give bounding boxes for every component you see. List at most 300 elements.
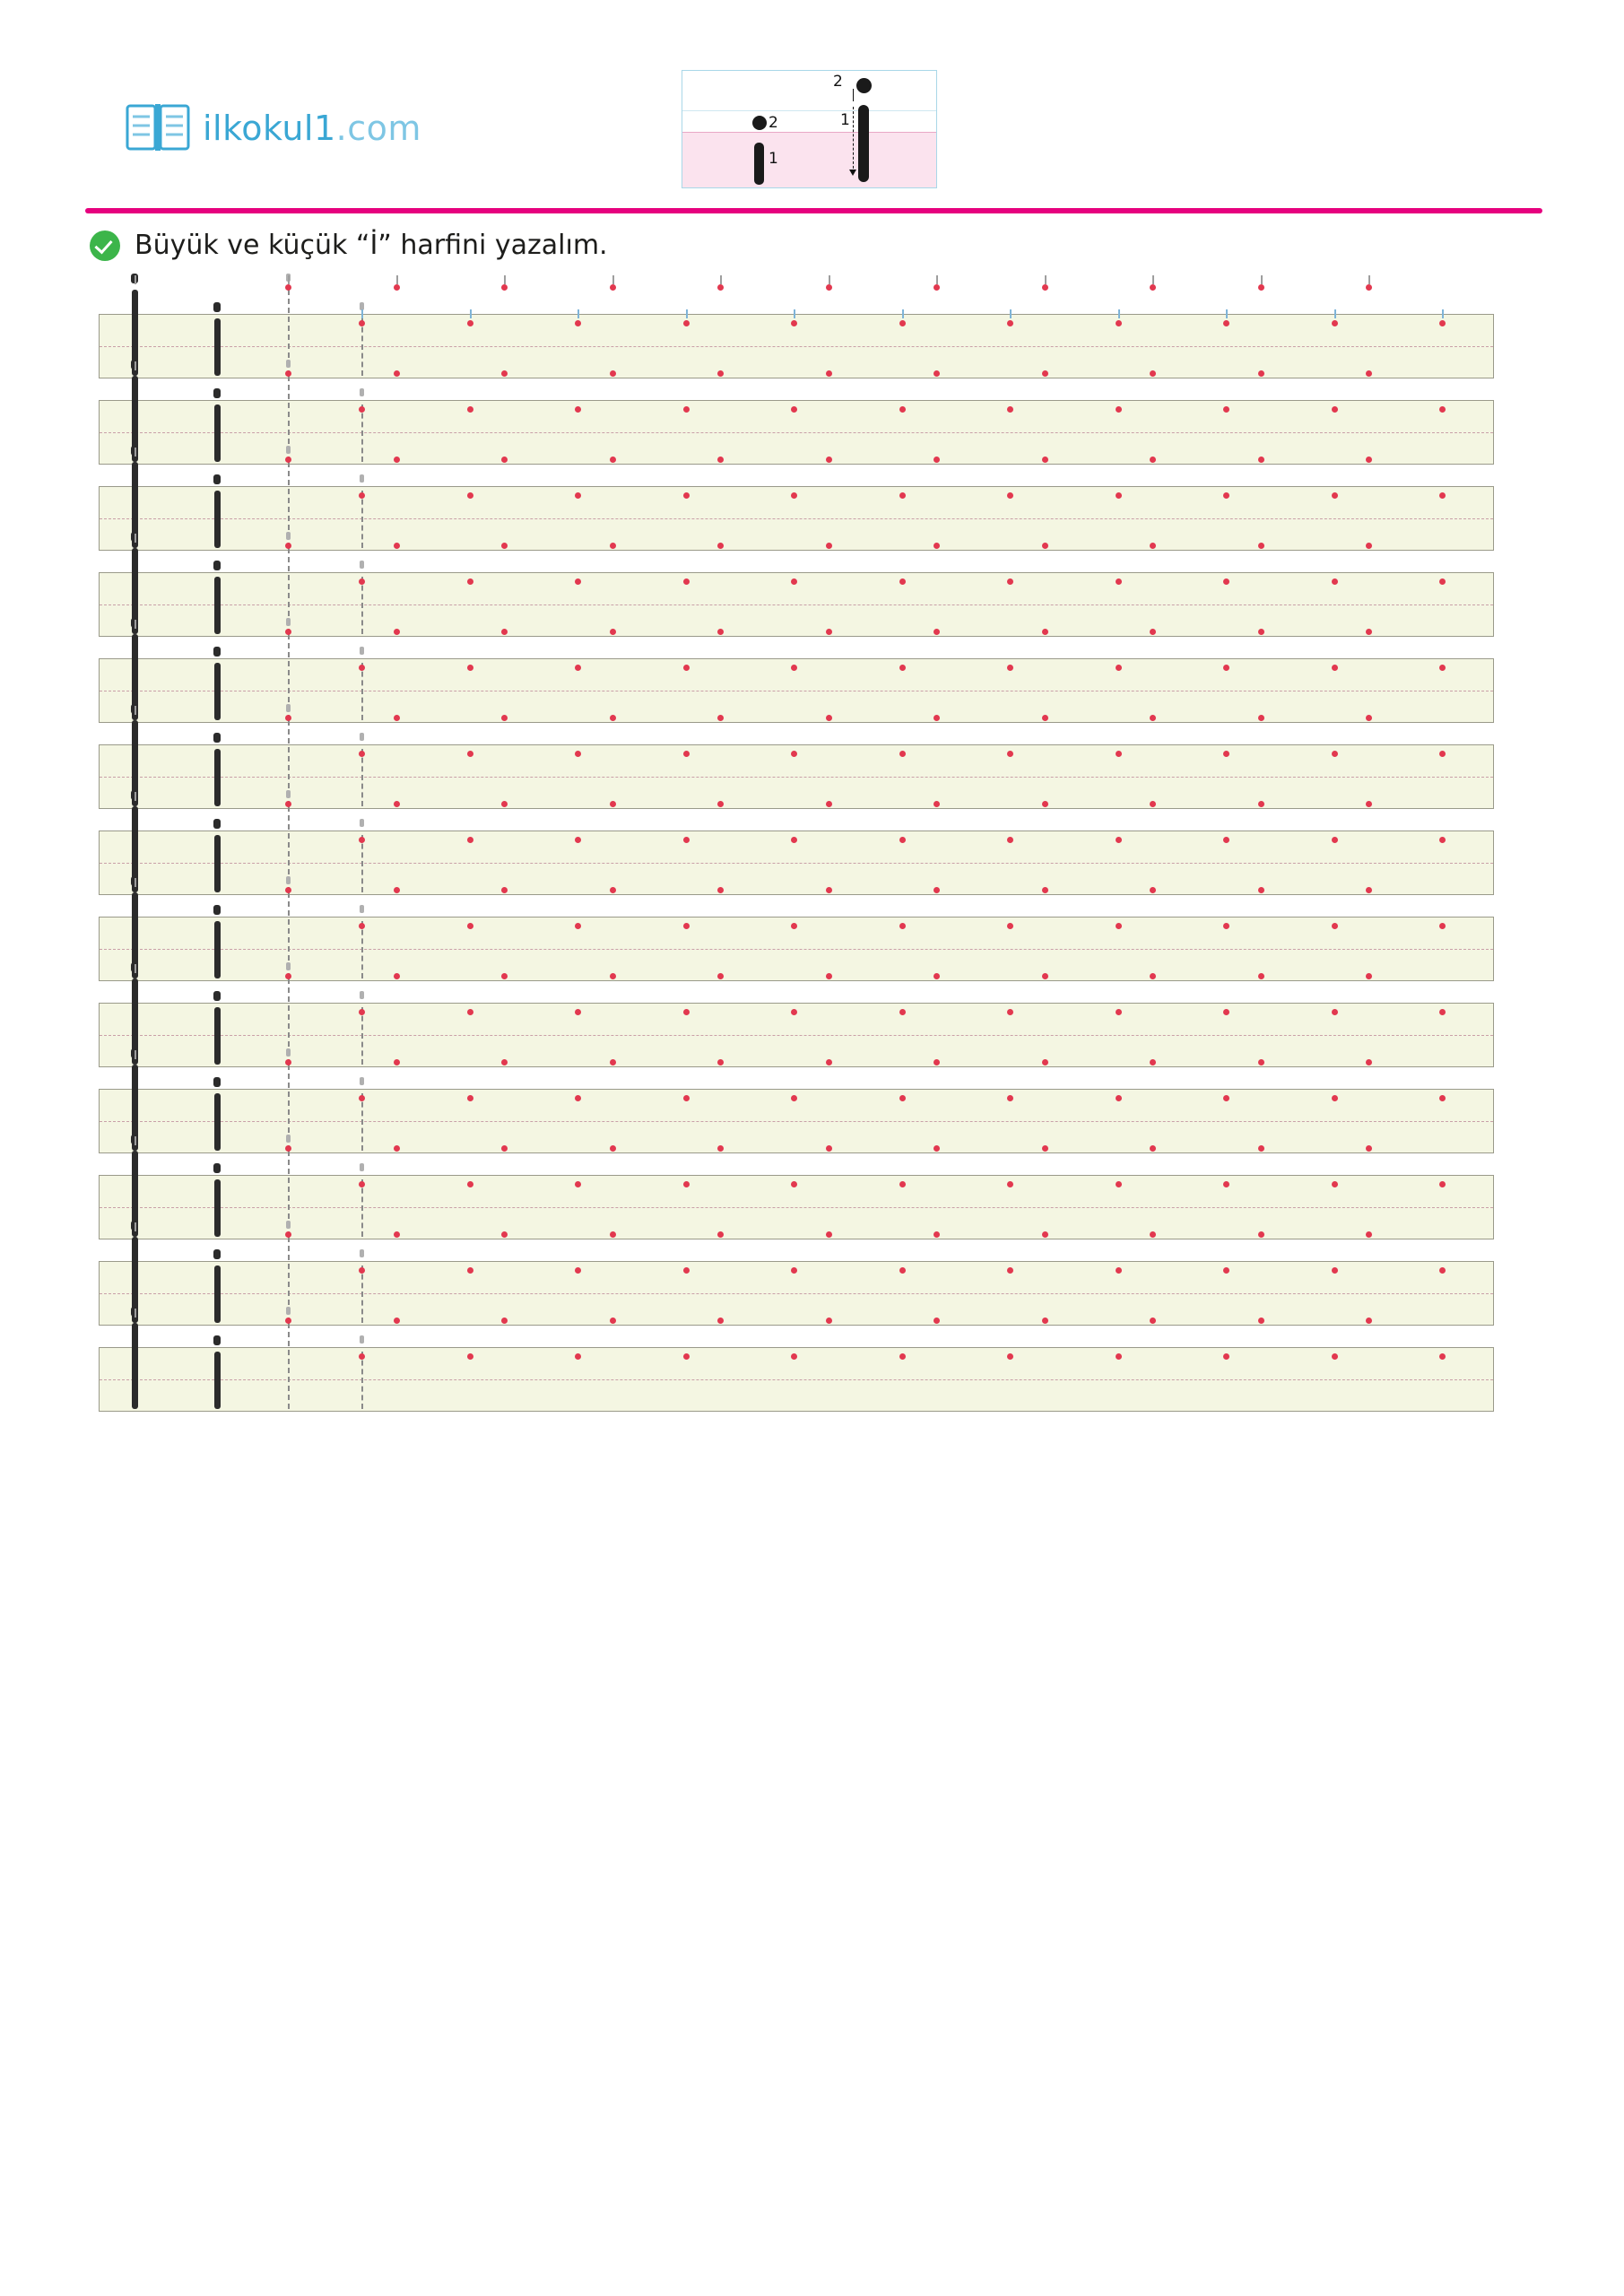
capital-start-dot[interactable] bbox=[1366, 1059, 1372, 1065]
small-start-dot[interactable] bbox=[575, 837, 581, 843]
small-start-dot[interactable] bbox=[1116, 1267, 1122, 1274]
capital-start-dot[interactable] bbox=[934, 801, 940, 807]
capital-start-dot[interactable] bbox=[1258, 973, 1264, 979]
capital-start-dot[interactable] bbox=[610, 284, 616, 291]
small-start-dot[interactable] bbox=[683, 1095, 690, 1101]
capital-start-dot[interactable] bbox=[1042, 973, 1048, 979]
capital-start-dot[interactable] bbox=[1042, 284, 1048, 291]
traced-small-letter[interactable] bbox=[361, 491, 363, 548]
capital-start-dot[interactable] bbox=[394, 1318, 400, 1324]
small-start-dot[interactable] bbox=[1223, 492, 1229, 499]
small-start-dot[interactable] bbox=[467, 320, 473, 326]
capital-start-dot[interactable] bbox=[826, 1145, 832, 1152]
small-start-dot[interactable] bbox=[1439, 837, 1446, 843]
capital-start-dot[interactable] bbox=[717, 457, 724, 463]
small-start-dot[interactable] bbox=[1332, 1181, 1338, 1187]
small-start-dot[interactable] bbox=[899, 1353, 906, 1360]
small-start-dot[interactable] bbox=[1439, 665, 1446, 671]
capital-start-dot[interactable] bbox=[826, 715, 832, 721]
small-start-dot[interactable] bbox=[1223, 923, 1229, 929]
capital-start-dot[interactable] bbox=[285, 1231, 291, 1238]
small-start-dot[interactable] bbox=[791, 665, 797, 671]
small-start-dot[interactable] bbox=[791, 1353, 797, 1360]
capital-start-dot[interactable] bbox=[285, 1059, 291, 1065]
capital-start-dot[interactable] bbox=[394, 1059, 400, 1065]
small-start-dot[interactable] bbox=[683, 1181, 690, 1187]
capital-start-dot[interactable] bbox=[826, 1059, 832, 1065]
capital-start-dot[interactable] bbox=[934, 1145, 940, 1152]
writing-row[interactable] bbox=[99, 658, 1494, 723]
small-start-dot[interactable] bbox=[467, 665, 473, 671]
writing-row[interactable] bbox=[99, 572, 1494, 637]
capital-start-dot[interactable] bbox=[1258, 1059, 1264, 1065]
small-start-dot[interactable] bbox=[467, 837, 473, 843]
capital-start-dot[interactable] bbox=[1150, 715, 1156, 721]
small-start-dot[interactable] bbox=[575, 923, 581, 929]
capital-start-dot[interactable] bbox=[1258, 629, 1264, 635]
small-start-dot[interactable] bbox=[1116, 1095, 1122, 1101]
small-start-dot[interactable] bbox=[467, 1009, 473, 1015]
small-start-dot[interactable] bbox=[683, 751, 690, 757]
capital-start-dot[interactable] bbox=[1366, 457, 1372, 463]
capital-start-dot[interactable] bbox=[285, 543, 291, 549]
small-start-dot[interactable] bbox=[359, 406, 365, 413]
small-start-dot[interactable] bbox=[575, 1009, 581, 1015]
capital-start-dot[interactable] bbox=[285, 1145, 291, 1152]
capital-start-dot[interactable] bbox=[610, 543, 616, 549]
capital-start-dot[interactable] bbox=[1042, 1318, 1048, 1324]
small-start-dot[interactable] bbox=[791, 492, 797, 499]
capital-start-dot[interactable] bbox=[1258, 887, 1264, 893]
small-start-dot[interactable] bbox=[359, 665, 365, 671]
capital-start-dot[interactable] bbox=[826, 370, 832, 377]
capital-start-dot[interactable] bbox=[1366, 715, 1372, 721]
small-start-dot[interactable] bbox=[791, 1009, 797, 1015]
capital-start-dot[interactable] bbox=[1258, 457, 1264, 463]
small-start-dot[interactable] bbox=[575, 1267, 581, 1274]
small-start-dot[interactable] bbox=[1007, 923, 1013, 929]
small-start-dot[interactable] bbox=[467, 1267, 473, 1274]
capital-start-dot[interactable] bbox=[1258, 801, 1264, 807]
traced-small-letter[interactable] bbox=[361, 318, 363, 376]
small-start-dot[interactable] bbox=[899, 1095, 906, 1101]
writing-row[interactable] bbox=[99, 314, 1494, 378]
small-start-dot[interactable] bbox=[683, 492, 690, 499]
small-start-dot[interactable] bbox=[1007, 665, 1013, 671]
small-start-dot[interactable] bbox=[359, 1095, 365, 1101]
capital-start-dot[interactable] bbox=[1150, 1231, 1156, 1238]
small-start-dot[interactable] bbox=[1116, 1009, 1122, 1015]
small-start-dot[interactable] bbox=[683, 1009, 690, 1015]
capital-start-dot[interactable] bbox=[501, 284, 508, 291]
traced-small-letter[interactable] bbox=[361, 835, 363, 892]
small-start-dot[interactable] bbox=[467, 1353, 473, 1360]
small-start-dot[interactable] bbox=[1007, 1095, 1013, 1101]
small-start-dot[interactable] bbox=[1116, 923, 1122, 929]
small-start-dot[interactable] bbox=[1439, 578, 1446, 585]
capital-start-dot[interactable] bbox=[934, 1231, 940, 1238]
writing-row[interactable] bbox=[99, 744, 1494, 809]
small-start-dot[interactable] bbox=[683, 320, 690, 326]
capital-start-dot[interactable] bbox=[610, 973, 616, 979]
capital-start-dot[interactable] bbox=[394, 629, 400, 635]
small-start-dot[interactable] bbox=[1332, 1267, 1338, 1274]
capital-start-dot[interactable] bbox=[285, 629, 291, 635]
capital-start-dot[interactable] bbox=[934, 887, 940, 893]
capital-start-dot[interactable] bbox=[394, 973, 400, 979]
small-start-dot[interactable] bbox=[791, 1267, 797, 1274]
capital-start-dot[interactable] bbox=[934, 543, 940, 549]
small-start-dot[interactable] bbox=[1332, 923, 1338, 929]
capital-start-dot[interactable] bbox=[1150, 284, 1156, 291]
capital-start-dot[interactable] bbox=[934, 715, 940, 721]
capital-start-dot[interactable] bbox=[1258, 1145, 1264, 1152]
small-start-dot[interactable] bbox=[1439, 1353, 1446, 1360]
capital-start-dot[interactable] bbox=[1258, 1318, 1264, 1324]
small-start-dot[interactable] bbox=[899, 1181, 906, 1187]
traced-capital-letter[interactable] bbox=[288, 1323, 290, 1409]
small-start-dot[interactable] bbox=[359, 923, 365, 929]
capital-start-dot[interactable] bbox=[934, 1318, 940, 1324]
capital-start-dot[interactable] bbox=[610, 887, 616, 893]
small-start-dot[interactable] bbox=[1007, 492, 1013, 499]
capital-start-dot[interactable] bbox=[826, 284, 832, 291]
small-start-dot[interactable] bbox=[683, 923, 690, 929]
small-start-dot[interactable] bbox=[899, 578, 906, 585]
small-start-dot[interactable] bbox=[1007, 837, 1013, 843]
writing-row[interactable] bbox=[99, 1347, 1494, 1412]
capital-start-dot[interactable] bbox=[1042, 370, 1048, 377]
small-start-dot[interactable] bbox=[1439, 320, 1446, 326]
capital-start-dot[interactable] bbox=[826, 801, 832, 807]
capital-start-dot[interactable] bbox=[610, 1318, 616, 1324]
traced-small-letter[interactable] bbox=[361, 1179, 363, 1237]
small-start-dot[interactable] bbox=[683, 837, 690, 843]
small-start-dot[interactable] bbox=[1223, 320, 1229, 326]
small-start-dot[interactable] bbox=[467, 923, 473, 929]
capital-start-dot[interactable] bbox=[1258, 370, 1264, 377]
small-start-dot[interactable] bbox=[899, 923, 906, 929]
small-start-dot[interactable] bbox=[1116, 665, 1122, 671]
capital-start-dot[interactable] bbox=[717, 1145, 724, 1152]
traced-small-letter[interactable] bbox=[361, 749, 363, 806]
small-start-dot[interactable] bbox=[1439, 751, 1446, 757]
small-start-dot[interactable] bbox=[1007, 1181, 1013, 1187]
capital-start-dot[interactable] bbox=[1042, 715, 1048, 721]
small-start-dot[interactable] bbox=[1007, 406, 1013, 413]
capital-start-dot[interactable] bbox=[501, 1231, 508, 1238]
small-start-dot[interactable] bbox=[1116, 406, 1122, 413]
traced-small-letter[interactable] bbox=[361, 577, 363, 634]
small-start-dot[interactable] bbox=[1439, 1095, 1446, 1101]
small-start-dot[interactable] bbox=[791, 1181, 797, 1187]
small-start-dot[interactable] bbox=[683, 1353, 690, 1360]
small-start-dot[interactable] bbox=[1223, 751, 1229, 757]
small-start-dot[interactable] bbox=[1439, 492, 1446, 499]
small-start-dot[interactable] bbox=[1116, 1181, 1122, 1187]
capital-start-dot[interactable] bbox=[1042, 1145, 1048, 1152]
capital-start-dot[interactable] bbox=[1366, 887, 1372, 893]
capital-start-dot[interactable] bbox=[717, 1059, 724, 1065]
small-start-dot[interactable] bbox=[1332, 492, 1338, 499]
small-start-dot[interactable] bbox=[1223, 1181, 1229, 1187]
small-start-dot[interactable] bbox=[1439, 1267, 1446, 1274]
capital-start-dot[interactable] bbox=[717, 543, 724, 549]
capital-start-dot[interactable] bbox=[1150, 629, 1156, 635]
capital-start-dot[interactable] bbox=[1150, 887, 1156, 893]
small-start-dot[interactable] bbox=[1332, 665, 1338, 671]
capital-start-dot[interactable] bbox=[717, 629, 724, 635]
capital-start-dot[interactable] bbox=[1150, 370, 1156, 377]
capital-start-dot[interactable] bbox=[1150, 801, 1156, 807]
capital-start-dot[interactable] bbox=[1366, 1318, 1372, 1324]
small-start-dot[interactable] bbox=[1223, 406, 1229, 413]
capital-start-dot[interactable] bbox=[826, 543, 832, 549]
capital-start-dot[interactable] bbox=[1258, 543, 1264, 549]
small-start-dot[interactable] bbox=[899, 320, 906, 326]
small-start-dot[interactable] bbox=[791, 406, 797, 413]
small-start-dot[interactable] bbox=[359, 751, 365, 757]
capital-start-dot[interactable] bbox=[1258, 1231, 1264, 1238]
capital-start-dot[interactable] bbox=[394, 887, 400, 893]
small-start-dot[interactable] bbox=[1007, 1267, 1013, 1274]
capital-start-dot[interactable] bbox=[934, 629, 940, 635]
small-start-dot[interactable] bbox=[467, 406, 473, 413]
capital-start-dot[interactable] bbox=[501, 370, 508, 377]
small-start-dot[interactable] bbox=[359, 492, 365, 499]
small-start-dot[interactable] bbox=[1223, 665, 1229, 671]
small-start-dot[interactable] bbox=[467, 492, 473, 499]
capital-start-dot[interactable] bbox=[934, 457, 940, 463]
capital-start-dot[interactable] bbox=[1042, 887, 1048, 893]
small-start-dot[interactable] bbox=[467, 1095, 473, 1101]
capital-start-dot[interactable] bbox=[1366, 801, 1372, 807]
capital-start-dot[interactable] bbox=[1150, 1059, 1156, 1065]
writing-row[interactable] bbox=[99, 1003, 1494, 1067]
small-start-dot[interactable] bbox=[899, 837, 906, 843]
small-start-dot[interactable] bbox=[1116, 751, 1122, 757]
small-start-dot[interactable] bbox=[683, 1267, 690, 1274]
capital-start-dot[interactable] bbox=[1150, 1145, 1156, 1152]
small-start-dot[interactable] bbox=[359, 1353, 365, 1360]
small-start-dot[interactable] bbox=[899, 751, 906, 757]
small-start-dot[interactable] bbox=[683, 578, 690, 585]
capital-start-dot[interactable] bbox=[610, 629, 616, 635]
capital-start-dot[interactable] bbox=[717, 370, 724, 377]
capital-start-dot[interactable] bbox=[285, 973, 291, 979]
traced-small-letter[interactable] bbox=[361, 1265, 363, 1323]
capital-start-dot[interactable] bbox=[934, 973, 940, 979]
capital-start-dot[interactable] bbox=[1366, 1145, 1372, 1152]
small-start-dot[interactable] bbox=[575, 1181, 581, 1187]
small-start-dot[interactable] bbox=[899, 1009, 906, 1015]
small-start-dot[interactable] bbox=[359, 578, 365, 585]
small-start-dot[interactable] bbox=[1332, 320, 1338, 326]
small-start-dot[interactable] bbox=[575, 665, 581, 671]
traced-small-letter[interactable] bbox=[361, 921, 363, 978]
capital-start-dot[interactable] bbox=[501, 1145, 508, 1152]
small-start-dot[interactable] bbox=[575, 1095, 581, 1101]
capital-start-dot[interactable] bbox=[394, 1145, 400, 1152]
small-start-dot[interactable] bbox=[575, 578, 581, 585]
writing-row[interactable] bbox=[99, 486, 1494, 551]
small-start-dot[interactable] bbox=[1332, 837, 1338, 843]
capital-start-dot[interactable] bbox=[1150, 457, 1156, 463]
traced-small-letter[interactable] bbox=[361, 404, 363, 462]
traced-small-letter[interactable] bbox=[361, 1352, 363, 1409]
capital-start-dot[interactable] bbox=[1042, 543, 1048, 549]
small-start-dot[interactable] bbox=[1223, 1267, 1229, 1274]
small-start-dot[interactable] bbox=[791, 320, 797, 326]
small-start-dot[interactable] bbox=[467, 578, 473, 585]
capital-start-dot[interactable] bbox=[1366, 629, 1372, 635]
capital-start-dot[interactable] bbox=[717, 715, 724, 721]
capital-start-dot[interactable] bbox=[610, 457, 616, 463]
capital-start-dot[interactable] bbox=[501, 629, 508, 635]
small-start-dot[interactable] bbox=[359, 1267, 365, 1274]
small-start-dot[interactable] bbox=[1439, 406, 1446, 413]
small-start-dot[interactable] bbox=[899, 406, 906, 413]
small-start-dot[interactable] bbox=[1007, 751, 1013, 757]
capital-start-dot[interactable] bbox=[934, 370, 940, 377]
capital-start-dot[interactable] bbox=[717, 887, 724, 893]
capital-start-dot[interactable] bbox=[501, 543, 508, 549]
small-start-dot[interactable] bbox=[359, 320, 365, 326]
small-start-dot[interactable] bbox=[1007, 320, 1013, 326]
capital-start-dot[interactable] bbox=[1258, 284, 1264, 291]
capital-start-dot[interactable] bbox=[394, 801, 400, 807]
small-start-dot[interactable] bbox=[467, 751, 473, 757]
capital-start-dot[interactable] bbox=[1366, 973, 1372, 979]
capital-start-dot[interactable] bbox=[717, 1318, 724, 1324]
small-start-dot[interactable] bbox=[1007, 1353, 1013, 1360]
small-start-dot[interactable] bbox=[467, 1181, 473, 1187]
capital-start-dot[interactable] bbox=[717, 973, 724, 979]
capital-start-dot[interactable] bbox=[610, 370, 616, 377]
capital-start-dot[interactable] bbox=[610, 801, 616, 807]
capital-start-dot[interactable] bbox=[610, 1059, 616, 1065]
traced-small-letter[interactable] bbox=[361, 1093, 363, 1151]
capital-start-dot[interactable] bbox=[394, 370, 400, 377]
capital-start-dot[interactable] bbox=[826, 973, 832, 979]
small-start-dot[interactable] bbox=[1116, 578, 1122, 585]
capital-start-dot[interactable] bbox=[826, 457, 832, 463]
small-start-dot[interactable] bbox=[791, 923, 797, 929]
small-start-dot[interactable] bbox=[791, 837, 797, 843]
capital-start-dot[interactable] bbox=[1042, 629, 1048, 635]
small-start-dot[interactable] bbox=[1332, 1009, 1338, 1015]
capital-start-dot[interactable] bbox=[1042, 457, 1048, 463]
capital-start-dot[interactable] bbox=[826, 887, 832, 893]
small-start-dot[interactable] bbox=[1332, 406, 1338, 413]
small-start-dot[interactable] bbox=[1223, 837, 1229, 843]
small-start-dot[interactable] bbox=[899, 492, 906, 499]
capital-start-dot[interactable] bbox=[394, 1231, 400, 1238]
small-start-dot[interactable] bbox=[1439, 1009, 1446, 1015]
capital-start-dot[interactable] bbox=[501, 1059, 508, 1065]
capital-start-dot[interactable] bbox=[285, 1318, 291, 1324]
capital-start-dot[interactable] bbox=[1150, 543, 1156, 549]
writing-row[interactable] bbox=[99, 400, 1494, 465]
small-start-dot[interactable] bbox=[1223, 1009, 1229, 1015]
small-start-dot[interactable] bbox=[1223, 1095, 1229, 1101]
capital-start-dot[interactable] bbox=[285, 370, 291, 377]
small-start-dot[interactable] bbox=[575, 492, 581, 499]
capital-start-dot[interactable] bbox=[501, 1318, 508, 1324]
capital-start-dot[interactable] bbox=[1366, 1231, 1372, 1238]
capital-start-dot[interactable] bbox=[501, 887, 508, 893]
capital-start-dot[interactable] bbox=[1366, 543, 1372, 549]
capital-start-dot[interactable] bbox=[934, 1059, 940, 1065]
capital-start-dot[interactable] bbox=[285, 457, 291, 463]
small-start-dot[interactable] bbox=[1332, 1353, 1338, 1360]
small-start-dot[interactable] bbox=[1332, 578, 1338, 585]
small-start-dot[interactable] bbox=[1439, 923, 1446, 929]
traced-small-letter[interactable] bbox=[361, 1007, 363, 1065]
capital-start-dot[interactable] bbox=[394, 715, 400, 721]
capital-start-dot[interactable] bbox=[1042, 1231, 1048, 1238]
capital-start-dot[interactable] bbox=[610, 1145, 616, 1152]
writing-row[interactable] bbox=[99, 917, 1494, 981]
capital-start-dot[interactable] bbox=[285, 887, 291, 893]
capital-start-dot[interactable] bbox=[1042, 1059, 1048, 1065]
small-start-dot[interactable] bbox=[791, 751, 797, 757]
small-start-dot[interactable] bbox=[1116, 320, 1122, 326]
capital-start-dot[interactable] bbox=[394, 543, 400, 549]
small-start-dot[interactable] bbox=[899, 1267, 906, 1274]
capital-start-dot[interactable] bbox=[501, 973, 508, 979]
small-start-dot[interactable] bbox=[683, 406, 690, 413]
capital-start-dot[interactable] bbox=[285, 284, 291, 291]
capital-start-dot[interactable] bbox=[501, 457, 508, 463]
small-start-dot[interactable] bbox=[359, 1181, 365, 1187]
small-start-dot[interactable] bbox=[683, 665, 690, 671]
traced-small-letter[interactable] bbox=[361, 663, 363, 720]
writing-row[interactable] bbox=[99, 831, 1494, 895]
small-start-dot[interactable] bbox=[359, 1009, 365, 1015]
capital-start-dot[interactable] bbox=[394, 457, 400, 463]
capital-start-dot[interactable] bbox=[610, 1231, 616, 1238]
writing-row[interactable] bbox=[99, 1089, 1494, 1153]
small-start-dot[interactable] bbox=[1223, 578, 1229, 585]
small-start-dot[interactable] bbox=[791, 1095, 797, 1101]
capital-start-dot[interactable] bbox=[717, 1231, 724, 1238]
capital-start-dot[interactable] bbox=[826, 1231, 832, 1238]
small-start-dot[interactable] bbox=[359, 837, 365, 843]
small-start-dot[interactable] bbox=[1116, 837, 1122, 843]
small-start-dot[interactable] bbox=[575, 751, 581, 757]
small-start-dot[interactable] bbox=[1116, 1353, 1122, 1360]
capital-start-dot[interactable] bbox=[501, 715, 508, 721]
small-start-dot[interactable] bbox=[1439, 1181, 1446, 1187]
small-start-dot[interactable] bbox=[1116, 492, 1122, 499]
capital-start-dot[interactable] bbox=[1366, 370, 1372, 377]
small-start-dot[interactable] bbox=[1332, 751, 1338, 757]
capital-start-dot[interactable] bbox=[826, 629, 832, 635]
capital-start-dot[interactable] bbox=[501, 801, 508, 807]
small-start-dot[interactable] bbox=[1223, 1353, 1229, 1360]
capital-start-dot[interactable] bbox=[826, 1318, 832, 1324]
writing-row[interactable] bbox=[99, 1175, 1494, 1239]
capital-start-dot[interactable] bbox=[285, 801, 291, 807]
small-start-dot[interactable] bbox=[1007, 578, 1013, 585]
capital-start-dot[interactable] bbox=[1258, 715, 1264, 721]
capital-start-dot[interactable] bbox=[1366, 284, 1372, 291]
small-start-dot[interactable] bbox=[791, 578, 797, 585]
small-start-dot[interactable] bbox=[1007, 1009, 1013, 1015]
small-start-dot[interactable] bbox=[575, 406, 581, 413]
small-start-dot[interactable] bbox=[575, 1353, 581, 1360]
